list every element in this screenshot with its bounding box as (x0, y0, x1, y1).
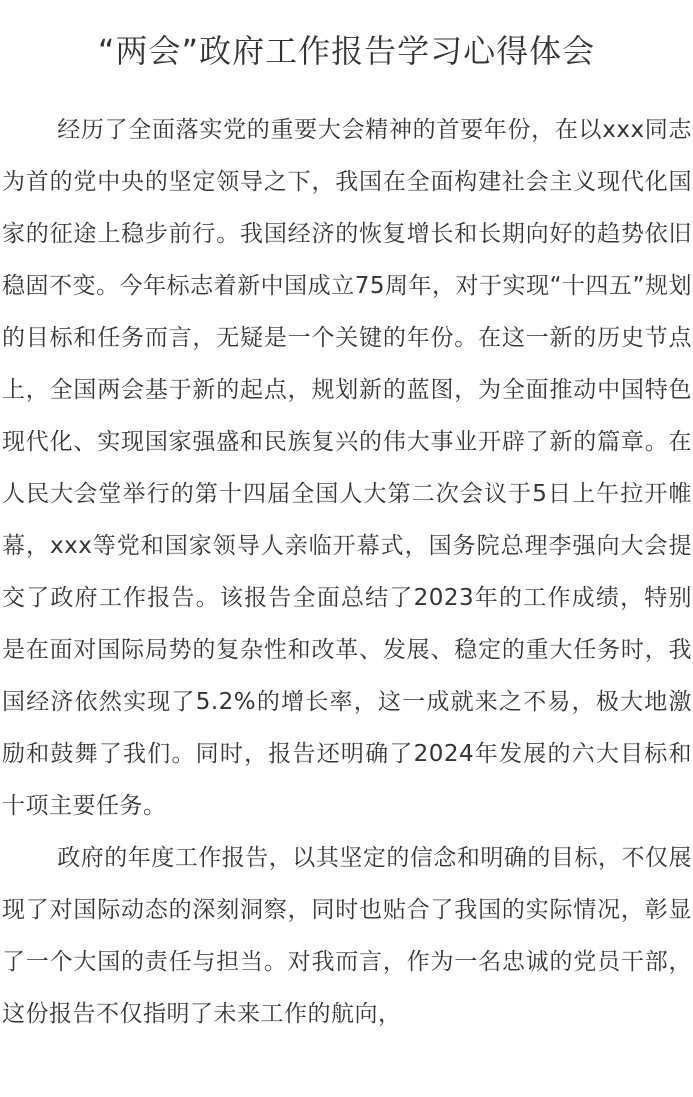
document-title: “两会”政府工作报告学习心得体会 (97, 32, 596, 70)
paragraph-1: 经历了全面落实党的重要大会精神的首要年份，在以xxx同志为首的党中央的坚定领导之下，我国在全面构建社会主义现代化国家的征途上稳步前行。我国经济的恢复增长和长期向好的趋势依旧稳固不变。今年标志着新中国成立75周年，对于实现“十四五”规划的目标和任务而言，无疑是一个关键的年份。在这一新的历史节点上，全国两会基于新的起点，规划新的蓝图，为全面推动中国特色现代化、实现国家强盛和民族复兴的伟大事业开辟了新的篇章。在人民大会堂举行的第十四届全国人大第二次会议于5日上午拉开帷幕，xxx等党和国家领导人亲临开幕式，国务院总理李强向大会提交了政府工作报告。该报告全面总结了2023年的工作成绩，特别是在面对国际局势的复杂性和改革、发展、稳定的重大任务时，我国经济依然实现了5.2%的增长率，这一成就来之不易，极大地激励和鼓舞了我们。同时，报告还明确了2024年发展的六大目标和十项主要任务。 (2, 117, 692, 819)
paragraph-2: 政府的年度工作报告，以其坚定的信念和明确的目标，不仅展现了对国际动态的深刻洞察，同时也贴合了我国的实际情况，彰显了一个大国的责任与担当。对我而言，作为一名忠诚的党员干部，这份报告不仅指明了未来工作的航向， (2, 845, 692, 1027)
document-body (2, 104, 692, 1040)
